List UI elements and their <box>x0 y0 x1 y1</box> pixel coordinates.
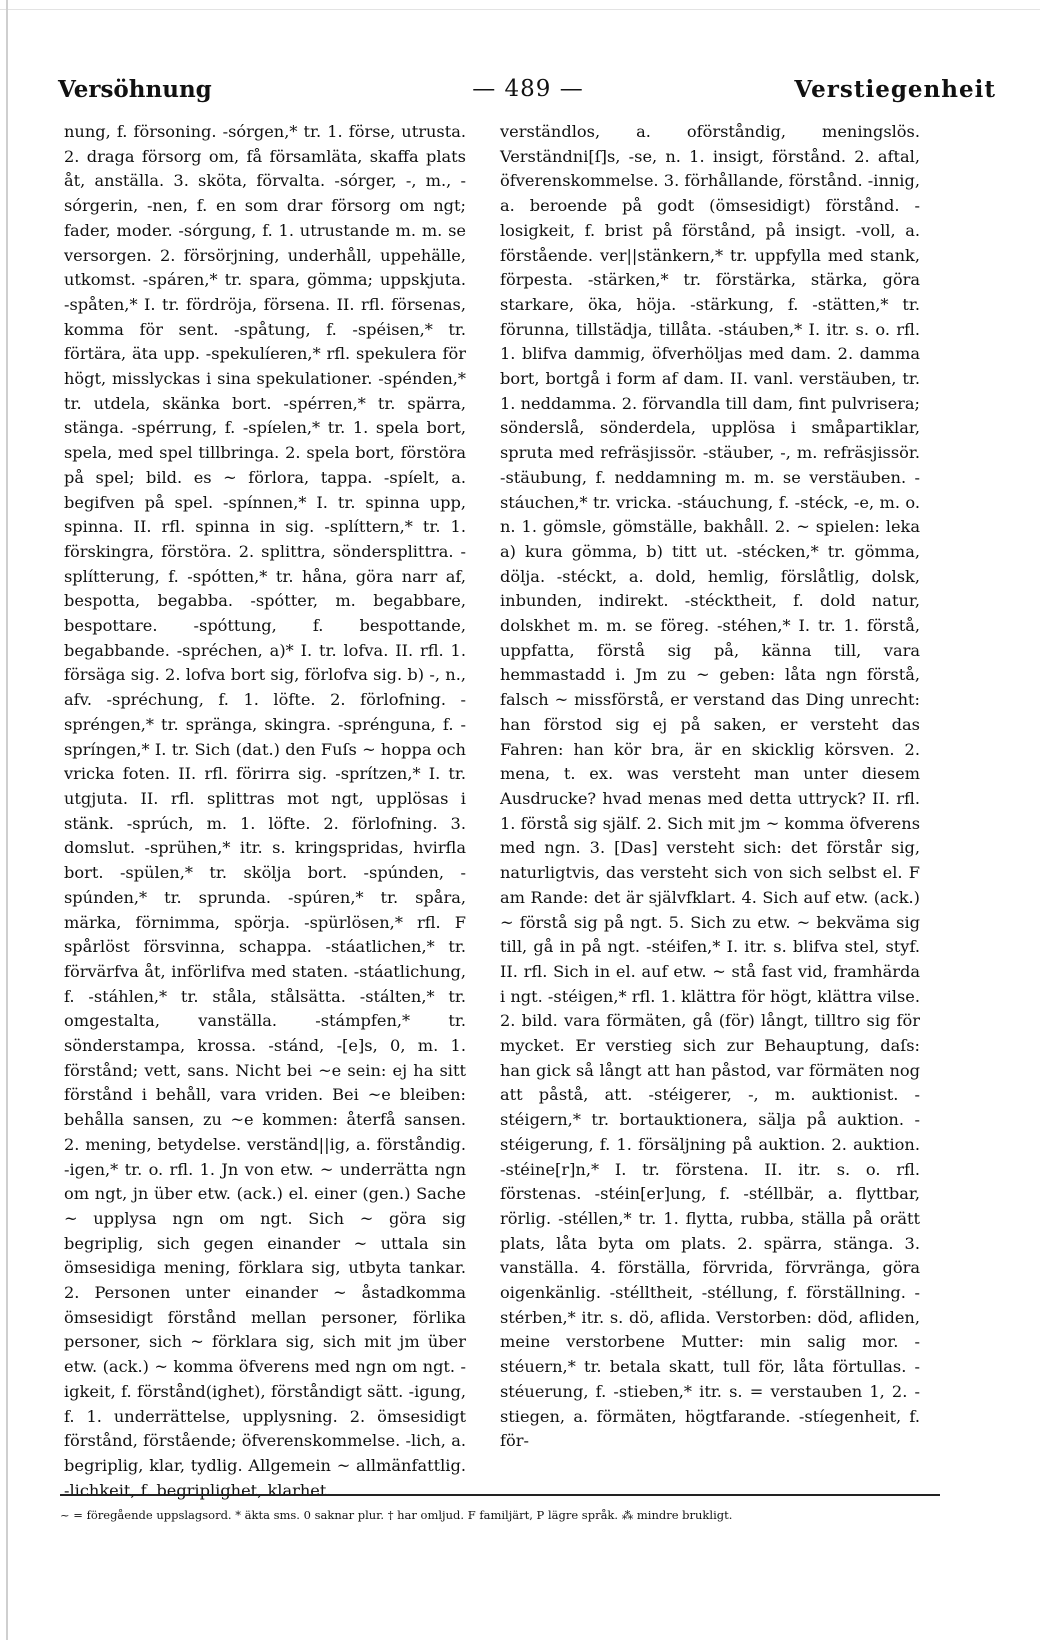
header-left-word: Versöhnung <box>58 76 212 103</box>
left-column-text: nung, f. försoning. -sórgen,* tr. 1. förse, utrusta. 2. draga försorg om, få församläta, skaffa plats åt, anställa. 3. sköta, förvalta. -sórger, -, m., -sórgerin, -nen, f. en som drar försorg om ngt; fader, moder. -sórgung, f. 1. utrustande m. m. se versorgen. 2. försörjning, underhåll, uppehälle, utkomst. -spáren,* tr. spara, gömma; uppskjuta. -spåten,* I. tr. fördröja, försena. II. rfl. försenas, komma för sent. -spåtung, f. -spéisen,* tr. förtära, äta upp. -spekulíeren,* rfl. spekulera för högt, misslyckas i sina spekulationer. -spénden,* tr. utdela, skänka bort. -spérren,* tr. spärra, stänga. -spérrung, f. -spíelen,* tr. 1. spela bort, spela, med spel tillbringa. 2. spela bort, förstöra på spel; bild. es ~ förlora, tappa. -spíelt, a. begifven på spel. -spínnen,* I. tr. spinna upp, spinna. II. rfl. spinna in sig. -splíttern,* tr. 1. förskingra, förstöra. 2. splittra, söndersplittra. -splítterung, f. -spótten,* tr. håna, göra narr af, bespotta, begabba. -spótter, m. begabbare, bespottare. -spóttung, f. bespottande, begabbande. -spréchen, a)* I. tr. lofva. II. rfl. 1. försäga sig. 2. lofva bort sig, förlofva sig. b) -, n., afv. -spréchung, f. 1. löfte. 2. förlofning. -spréngen,* tr. spränga, skingra. -sprénguna, f. -spríngen,* I. tr. Sich (dat.) den Fuſs ~ hoppa och vricka foten. II. rfl. förirra sig. -sprítzen,* I. tr. utgjuta. II. rfl. splittras mot ngt, upplösas i stänk. -sprúch, m. 1. löfte. 2. förlofning. 3. domslut. -sprühen,* itr. s. kringspridas, hvirfla bort. -spülen,* tr. skölja bort. -spúnden, -spúnden,* tr. sprunda. -spúren,* tr. spåra, märka, förnimma, spörja. -spürlösen,* rfl. F spårlöst försvinna, schappa. -stáatlichen,* tr. förvärfva åt, införlifva med staten. -stáatlichung, f. -stáhlen,* tr. ståla, stålsätta. -stálten,* tr. omgestalta, vanställa. -stámpfen,* tr. sönderstampa, krossa. -stánd, -[e]s, 0, m. 1. förstånd; vett, sans. Nicht bei ~e sein: ej ha sitt förstånd i behåll, vara vriden. Bei ~e bleiben: behålla sansen, zu ~e kommen: återfå sansen. 2. mening, betydelse. verständ||ig, a. förståndig. -igen,* tr. o. rfl. 1. Jn von etw. ~ underrätta ngn om ngt, jn über etw. (ack.) el. einer (gen.) Sache ~ upplysa ngn om ngt. Sich ~ göra sig begriplig, sich gegen einander ~ uttala sin ömsesidiga mening, förklara sig, utbyta tankar. 2. Personen unter einander ~ åstadkomma ömsesidigt förstånd mellan personer, förlika personer, sich ~ förklara sig, sich mit jm über etw. (ack.) ~ komma öfverens med ngn om ngt. -igkeit, f. förstånd(ighet), förståndigt sätt. -igung, f. 1. underrättelse, upplysning. 2. ömsesidigt förstånd, förstående; öfverenskommelse. -lich, a. begriplig, klar, tydlig. Allgemein ~ allmänfattlig. -lichkeit, f. begriplighet, klarhet. <box>64 122 466 1500</box>
right-column-text: verständlos, a. oförståndig, meningslös. Verständni[ſ]s, -se, n. 1. insigt, förstånd. 2. aftal, öfverenskommelse. 3. förhållande, förstånd. -innig, a. beroende på godt (ömsesidigt) förstånd. -losigkeit, f. brist på förstånd, på insigt. -voll, a. förstående. ver||stänkern,* tr. uppfylla med stank, förpesta. -stärken,* tr. förstärka, stärka, göra starkare, öka, höja. -stärkung, f. -stätten,* tr. förunna, tillstädja, tillåta. -stáuben,* I. itr. s. o. rfl. 1. blifva dammig, öfverhöljas med dam. 2. damma bort, bortgå i form af dam. II. vanl. verstäuben, tr. 1. neddamma. 2. förvandla till dam, fint pulvrisera; sönderslå, sönderdela, upplösa i småpartiklar, spruta med refräsjissör. -stäuber, -, m. refräsjissör. -stäubung, f. neddamning m. m. se verstäuben. -stáuchen,* tr. vricka. -stáuchung, f. -stéck, -e, m. o. n. 1. gömsle, gömställe, bakhåll. 2. ~ spielen: leka a) kura gömma, b) titt ut. -stécken,* tr. gömma, dölja. -stéckt, a. dold, hemlig, förslåtlig, dolsk, inbunden, indirekt. -stécktheit, f. dold natur, dolskhet m. m. se föreg. -stéhen,* I. tr. 1. förstå, uppfatta, förstå sig på, känna till, vara hemmastadd i. Jm zu ~ geben: låta ngn förstå, falsch ~ missförstå, er verstand das Ding unrecht: han förstod sig ej på saken, er versteht das Fahren: han kör bra, är en skicklig körsven. 2. mena, t. ex. was versteht man unter diesem Ausdrucke? hvad menas med detta uttryck? II. rfl. 1. förstå sig själf. 2. Sich mit jm ~ komma öfverens med ngn. 3. [Das] versteht sich: det förstår sig, naturligtvis, das versteht sich von sich selbst el. F am Rande: det är självfklart. 4. Sich auf etw. (ack.) ~ förstå sig på ngt. 5. Sich zu etw. ~ bekväma sig till, gå in på ngt. -stéifen,* I. itr. s. blifva stel, styf. II. rfl. Sich in el. auf etw. ~ stå fast vid, framhärda i ngt. -stéigen,* rfl. 1. klättra för högt, klättra vilse. 2. bild. vara förmäten, gå (för) långt, tilltro sig för mycket. Er verstieg sich zur Behauptung, daſs: han gick så långt att han påstod, var förmäten nog att påstå, att. -stéigerer, -, m. auktionist. -stéigern,* tr. bortauktionera, sälja på auktion. -stéigerung, f. 1. försäljning på auktion. 2. auktion. -stéine[r]n,* I. tr. förstena. II. itr. s. o. rfl. förstenas. -stéin[er]ung, f. -stéllbär, a. flyttbar, rörlig. -stéllen,* tr. 1. flytta, rubba, ställa på orätt plats, låta byta om plats. 2. spärra, stänga. 3. vanställa. 4. förställa, förvrida, förvränga, göra oigenkänlig. -stélltheit, -stéllung, f. förställning. -stérben,* itr. s. dö, aflida. Verstorben: död, afliden, meine verstorbene Mutter: min salig mor. -stéuern,* tr. betala skatt, tull för, låta förtullas. -stéuerung, f. -stieben,* itr. s. = verstauben 1, 2. -stiegen, a. förmäten, högtfarande. -stíegenheit, f. för- <box>500 122 920 1451</box>
page-number: — 489 — <box>472 76 584 102</box>
right-column <box>500 120 920 1475</box>
running-header <box>48 76 1008 106</box>
footer-legend-text: ~ = föregående uppslagsord. * äkta sms. 0 saknar plur. † har omljud. F familjärt, P lägre språk. ⁂ mindre brukligt. <box>60 1508 733 1522</box>
left-column <box>64 120 466 1500</box>
footer-legend <box>60 1494 940 1522</box>
page-top-edge <box>0 0 1040 10</box>
header-right-word: Verstiegenheit <box>794 76 996 103</box>
page-left-edge <box>6 0 12 1640</box>
